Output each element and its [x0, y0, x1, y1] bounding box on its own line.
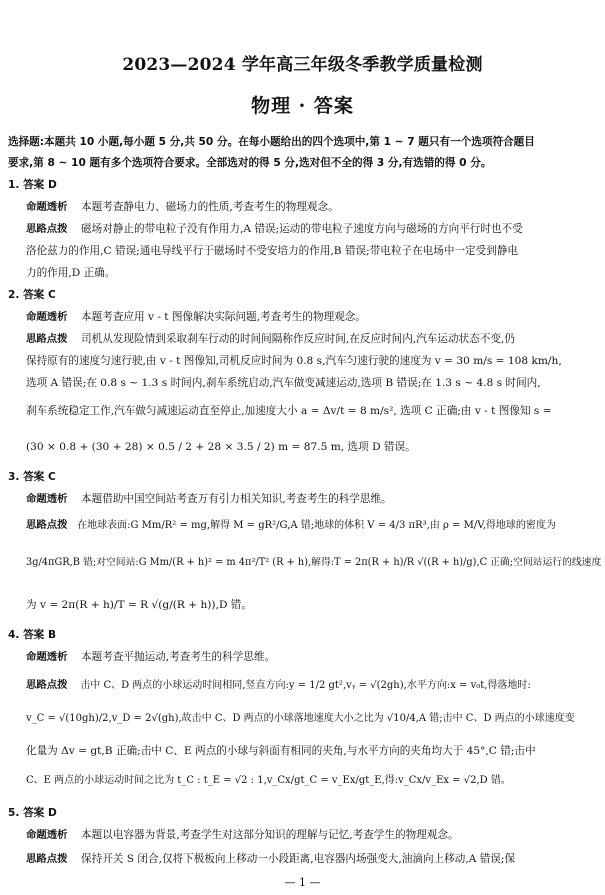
hint-label: 思路点拨 [26, 853, 68, 865]
q3-hint-line: 在地球表面:G Mm/R² = mg,解得 M = gR²/G,A 错;地球的体积 V = 4/3 πR³,由 ρ = M/V,得地球的密度为 [77, 520, 556, 531]
page-number: — 1 — [284, 876, 321, 889]
q5-answer: 5. 答案 D [8, 807, 57, 819]
q2-hint-line: 选项 A 错误;在 0.8 s ~ 1.3 s 时间内,刹车系统启动,汽车做变减速运动,选项 B 错误;在 1.3 s ~ 4.8 s 时间内, [26, 377, 541, 389]
q1-hint [26, 222, 523, 236]
hint-label: 思路点拨 [26, 519, 68, 531]
hint-label: 思路点拨 [26, 223, 68, 235]
q5-analysis-text: 本题以电容器为背景,考查学生对这部分知识的理解与记忆,考查学生的物理观念。 [81, 829, 459, 841]
q3-hint-line: 3g/4πGR,B 错;对空间站:G Mm/(R + h)² = m 4π²/T² (R + h),解得:T = 2π(R + h)/R √((R + h)/g),C 正确;空间站运行的线速度 [26, 557, 602, 568]
q4-answer: 4. 答案 B [8, 629, 57, 641]
q2-answer: 2. 答案 C [8, 289, 56, 301]
analysis-label: 命题透析 [26, 829, 68, 841]
q3-analysis-text: 本题借助中国空间站考查万有引力相关知识,考查考生的科学思维。 [81, 493, 392, 505]
q1-answer: 1. 答案 D [8, 179, 57, 191]
hint-label: 思路点拨 [26, 679, 68, 691]
q3-analysis [26, 492, 392, 506]
q1-analysis [26, 200, 339, 214]
q2-analysis [26, 310, 366, 324]
intro-line: 选择题:本题共 10 小题,每小题 5 分,共 50 分。在每小题给出的四个选项中,第 1 ~ 7 题只有一个选项符合题目 [8, 136, 535, 148]
analysis-label: 命题透析 [26, 493, 68, 505]
q2-hint [26, 332, 515, 346]
page-title: 2023—2024 学年高三年级冬季教学质量检测 [122, 55, 483, 75]
hint-label: 思路点拨 [26, 333, 68, 345]
analysis-label: 命题透析 [26, 311, 68, 323]
q2-hint-line: (30 × 0.8 + (30 + 28) × 0.5 / 2 + 28 × 3.5 / 2) m = 87.5 m, 选项 D 错误。 [26, 441, 416, 453]
q1-analysis-text: 本题考查静电力、磁场力的性质,考查考生的物理观念。 [81, 201, 339, 213]
q1-hint-line: 磁场对静止的带电粒子没有作用力,A 错误;运动的带电粒子速度方向与磁场的方向平行时也不受 [81, 223, 523, 235]
analysis-label: 命题透析 [26, 201, 68, 213]
q4-analysis [26, 650, 275, 664]
q5-hint [26, 852, 515, 866]
q3-hint-line: 为 v = 2π(R + h)/T = R √(g/(R + h)),D 错。 [26, 599, 252, 611]
q1-hint-line: 力的作用,D 正确。 [26, 267, 116, 279]
q5-hint-line: 保持开关 S 闭合,仅将下极板向上移动一小段距离,电容器内场强变大,油滴向上移动,A 错误;保 [81, 853, 516, 865]
q4-hint-line: C、E 两点的小球运动时间之比为 t_C : t_E = √2 : 1,v_Cx/gt_C = v_Ex/gt_E,得:v_Cx/v_Ex = √2,D 错。 [26, 775, 511, 786]
q2-hint-line: 保持原有的速度匀速行驶,由 v - t 图像知,司机反应时间为 0.8 s,汽车匀速行驶的速度为 v = 30 m/s = 108 km/h, [26, 355, 562, 367]
q4-hint-line: 击中 C、D 两点的小球运动时间相同,竖直方向:y = 1/2 gt²,vᵧ = √(2gh),水平方向:x = v₀t,得落地时: [80, 680, 531, 691]
intro-line: 要求,第 8 ~ 10 题有多个选项符合要求。全部选对的得 5 分,选对但不全的得 3 分,有选错的得 0 分。 [8, 157, 492, 169]
q3-answer: 3. 答案 C [8, 471, 56, 483]
q2-hint-line: 司机从发现险情到采取刹车行动的时间间隔称作反应时间,在反应时间内,汽车运动状态不变,仍 [81, 333, 515, 345]
page-subtitle: 物理 · 答案 [251, 95, 354, 117]
q2-analysis-text: 本题考查应用 v - t 图像解决实际问题,考查考生的物理观念。 [81, 311, 366, 323]
q5-analysis [26, 828, 459, 842]
q4-analysis-text: 本题考查平抛运动,考查考生的科学思维。 [81, 651, 276, 663]
q3-hint [26, 518, 556, 533]
q4-hint-line: v_C = √(10gh)/2,v_D = 2√(gh),故击中 C、D 两点的小球落地速度大小之比为 √10/4,A 错;击中 C、D 两点的小球速度变 [26, 713, 575, 724]
q4-hint [26, 678, 531, 693]
q1-hint-line: 洛伦兹力的作用,C 错误;通电导线平行于磁场时不受安培力的作用,B 错误;带电粒子在电场中一定受到静电 [26, 245, 519, 257]
q2-hint-line: 刹车系统稳定工作,汽车做匀减速运动直至停止,加速度大小 a = Δv/t = 8 m/s², 选项 C 正确;由 v - t 图像知 s = [26, 405, 552, 417]
q4-hint-line: 化量为 Δv = gt,B 正确;击中 C、E 两点的小球与斜面有相同的夹角,与水平方向的夹角均大于 45°,C 错;击中 [26, 745, 536, 757]
analysis-label: 命题透析 [26, 651, 68, 663]
